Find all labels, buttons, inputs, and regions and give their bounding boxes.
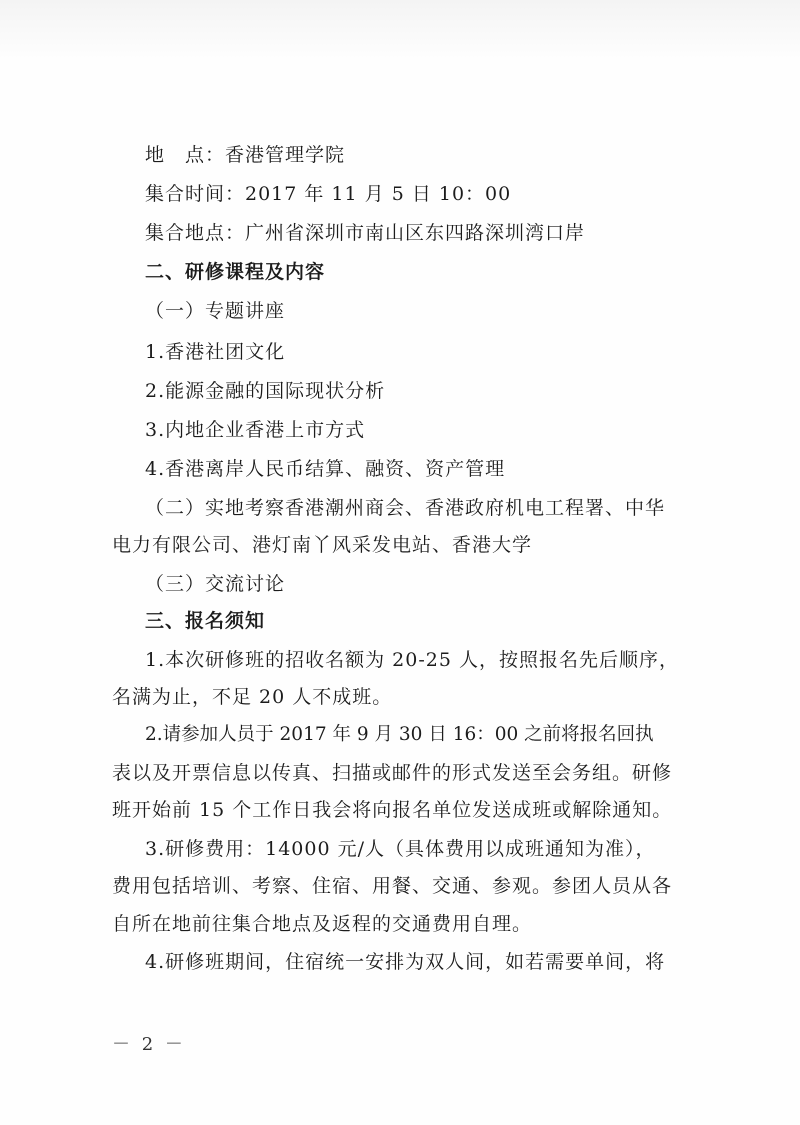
location-line: 地 点：香港管理学院: [145, 144, 346, 166]
lecture-item-3: 3.内地企业香港上市方式: [145, 419, 366, 441]
site-visit-continued: 电力有限公司、港灯南丫风采发电站、香港大学: [112, 534, 533, 556]
registration-item-4: 4.研修班期间，住宿统一安排为双人间，如若需要单间，将: [145, 951, 666, 973]
section-heading-registration: 三、报名须知: [145, 610, 266, 632]
registration-item-3-line-2: 费用包括培训、考察、住宿、用餐、交通、参观。参团人员从各: [112, 875, 673, 897]
registration-item-2-line-3: 班开始前 15 个工作日我会将向报名单位发送成班或解除通知。: [112, 799, 673, 821]
scan-shadow: [0, 0, 800, 60]
subheading-lectures: （一）专题讲座: [145, 300, 286, 322]
subheading-discussion: （三）交流讨论: [145, 573, 286, 595]
lecture-item-2: 2.能源金融的国际现状分析: [145, 380, 386, 402]
registration-item-3: 3.研修费用：14000 元/人（具体费用以成班通知为准），: [145, 838, 656, 860]
section-heading-courses: 二、研修课程及内容: [145, 261, 326, 283]
registration-item-1-continued: 名满为止，不足 20 人不成班。: [112, 686, 393, 708]
meeting-time-line: 集合时间：2017 年 11 月 5 日 10：00: [145, 183, 512, 205]
meeting-place-line: 集合地点：广州省深圳市南山区东四路深圳湾口岸: [145, 222, 586, 244]
lecture-item-4: 4.香港离岸人民币结算、融资、资产管理: [145, 458, 506, 480]
site-visit-line: （二）实地考察香港潮州商会、香港政府机电工程署、中华: [145, 497, 666, 519]
registration-item-3-line-3: 自所在地前往集合地点及返程的交通费用自理。: [112, 913, 533, 935]
page-number: － 2 －: [112, 1034, 186, 1055]
registration-item-2: 2.请参加人员于 2017 年 9 月 30 日 16：00 之前将报名回执: [145, 724, 654, 745]
registration-item-1: 1.本次研修班的招收名额为 20-25 人，按照报名先后顺序，: [145, 649, 679, 671]
lecture-item-1: 1.香港社团文化: [145, 341, 286, 363]
registration-item-2-line-2: 表以及开票信息以传真、扫描或邮件的形式发送至会务组。研修: [112, 762, 673, 784]
